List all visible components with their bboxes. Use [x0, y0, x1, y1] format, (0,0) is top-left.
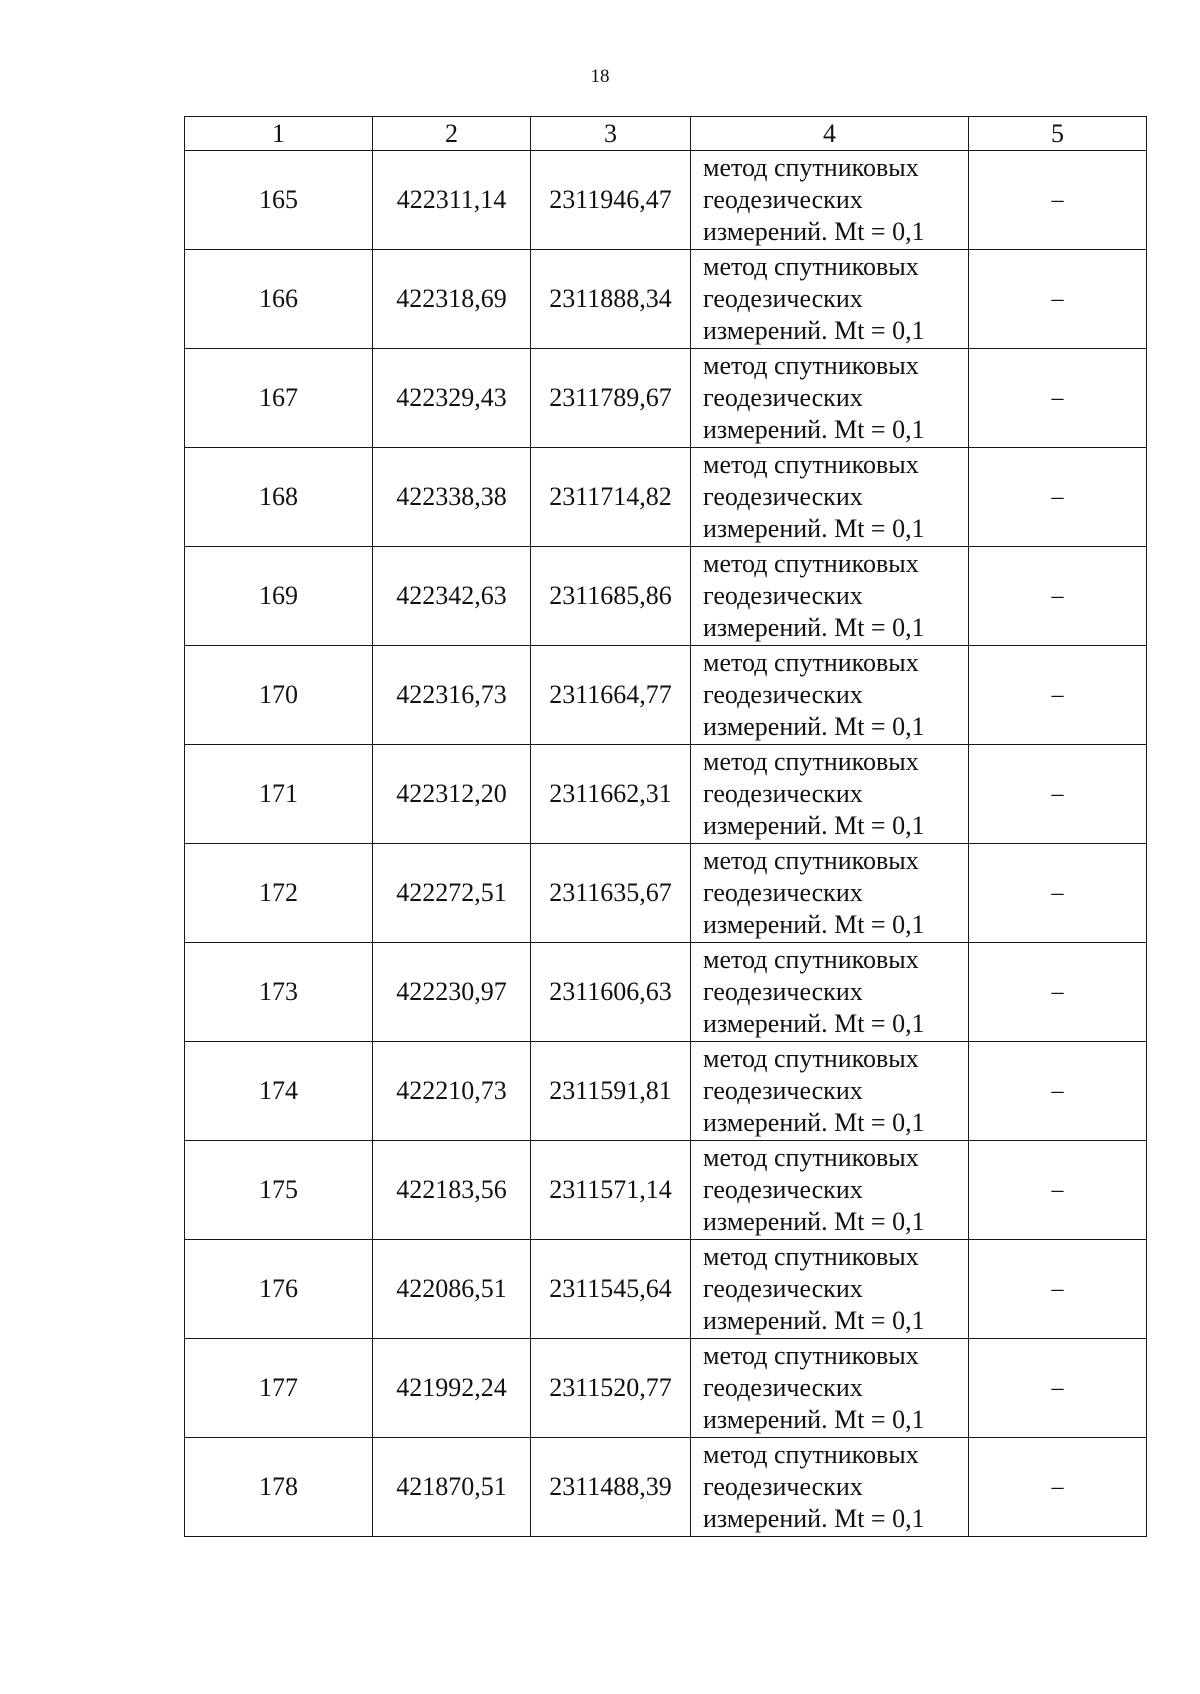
point-number-cell: 178	[185, 1438, 373, 1537]
method-line-2: геодезических	[703, 977, 863, 1006]
method-line-2: геодезических	[703, 680, 863, 709]
method-cell	[691, 151, 969, 250]
method-line-3: измерений. Mt = 0,1	[703, 1207, 925, 1236]
point-number-cell: 174	[185, 1042, 373, 1141]
point-number-cell: 175	[185, 1141, 373, 1240]
method-cell	[691, 1240, 969, 1339]
method-cell	[691, 349, 969, 448]
method-line-3: измерений. Mt = 0,1	[703, 514, 925, 543]
coordinate-x-cell: 422311,14	[373, 151, 531, 250]
point-number-cell: 171	[185, 745, 373, 844]
coordinate-y-cell: 2311685,86	[531, 547, 691, 646]
table-row	[185, 547, 1147, 646]
point-number-cell: 172	[185, 844, 373, 943]
point-number-cell: 169	[185, 547, 373, 646]
method-line-1: метод спутниковых	[703, 1341, 919, 1370]
coordinate-y-cell: 2311571,14	[531, 1141, 691, 1240]
column-5-cell: –	[969, 151, 1147, 250]
column-5-cell: –	[969, 844, 1147, 943]
method-cell	[691, 1141, 969, 1240]
column-5-cell: –	[969, 250, 1147, 349]
table-row	[185, 250, 1147, 349]
coordinate-y-cell: 2311635,67	[531, 844, 691, 943]
coordinate-y-cell: 2311520,77	[531, 1339, 691, 1438]
method-line-2: геодезических	[703, 581, 863, 610]
method-cell	[691, 745, 969, 844]
table-row	[185, 943, 1147, 1042]
page-number: 18	[590, 66, 610, 87]
method-line-1: метод спутниковых	[703, 351, 919, 380]
coordinate-x-cell: 422316,73	[373, 646, 531, 745]
header-col-2: 2	[373, 117, 531, 151]
method-cell	[691, 448, 969, 547]
method-line-1: метод спутниковых	[703, 450, 919, 479]
column-5-cell: –	[969, 349, 1147, 448]
method-line-1: метод спутниковых	[703, 153, 919, 182]
method-line-2: геодезических	[703, 779, 863, 808]
point-number-cell: 173	[185, 943, 373, 1042]
coordinate-x-cell: 422312,20	[373, 745, 531, 844]
method-line-1: метод спутниковых	[703, 945, 919, 974]
method-cell	[691, 646, 969, 745]
coordinate-x-cell: 422183,56	[373, 1141, 531, 1240]
table-row	[185, 1339, 1147, 1438]
method-line-2: геодезических	[703, 185, 863, 214]
coordinate-x-cell: 422230,97	[373, 943, 531, 1042]
method-line-2: геодезических	[703, 1274, 863, 1303]
method-cell	[691, 1042, 969, 1141]
method-line-1: метод спутниковых	[703, 1143, 919, 1172]
column-5-cell: –	[969, 448, 1147, 547]
table-row	[185, 448, 1147, 547]
coordinate-y-cell: 2311545,64	[531, 1240, 691, 1339]
method-line-3: измерений. Mt = 0,1	[703, 415, 925, 444]
method-cell	[691, 547, 969, 646]
point-number-cell: 165	[185, 151, 373, 250]
table-row	[185, 1042, 1147, 1141]
method-line-3: измерений. Mt = 0,1	[703, 910, 925, 939]
method-line-3: измерений. Mt = 0,1	[703, 613, 925, 642]
method-line-2: геодезических	[703, 383, 863, 412]
table-row	[185, 1438, 1147, 1537]
method-line-1: метод спутниковых	[703, 846, 919, 875]
coordinate-y-cell: 2311662,31	[531, 745, 691, 844]
point-number-cell: 166	[185, 250, 373, 349]
method-cell	[691, 1339, 969, 1438]
table-row	[185, 151, 1147, 250]
method-line-1: метод спутниковых	[703, 549, 919, 578]
table-row	[185, 745, 1147, 844]
column-5-cell: –	[969, 1141, 1147, 1240]
method-line-1: метод спутниковых	[703, 1440, 919, 1469]
coordinate-y-cell: 2311946,47	[531, 151, 691, 250]
coordinate-y-cell: 2311714,82	[531, 448, 691, 547]
method-cell	[691, 943, 969, 1042]
table-row	[185, 1240, 1147, 1339]
method-line-3: измерений. Mt = 0,1	[703, 1405, 925, 1434]
coordinate-x-cell: 422338,38	[373, 448, 531, 547]
method-line-2: геодезических	[703, 1076, 863, 1105]
header-col-5: 5	[969, 117, 1147, 151]
table-row	[185, 349, 1147, 448]
coordinate-x-cell: 421870,51	[373, 1438, 531, 1537]
method-cell	[691, 250, 969, 349]
method-line-3: измерений. Mt = 0,1	[703, 316, 925, 345]
coordinate-x-cell: 421992,24	[373, 1339, 531, 1438]
column-5-cell: –	[969, 547, 1147, 646]
method-line-1: метод спутниковых	[703, 1044, 919, 1073]
header-col-4: 4	[691, 117, 969, 151]
column-5-cell: –	[969, 1339, 1147, 1438]
column-5-cell: –	[969, 745, 1147, 844]
method-line-1: метод спутниковых	[703, 648, 919, 677]
method-line-1: метод спутниковых	[703, 1242, 919, 1271]
coordinates-table	[184, 116, 1147, 1537]
column-5-cell: –	[969, 1240, 1147, 1339]
coordinate-y-cell: 2311606,63	[531, 943, 691, 1042]
method-line-2: геодезических	[703, 284, 863, 313]
coordinate-y-cell: 2311488,39	[531, 1438, 691, 1537]
coordinate-x-cell: 422210,73	[373, 1042, 531, 1141]
column-5-cell: –	[969, 943, 1147, 1042]
coordinate-y-cell: 2311888,34	[531, 250, 691, 349]
method-line-2: геодезических	[703, 1472, 863, 1501]
coordinate-x-cell: 422086,51	[373, 1240, 531, 1339]
coordinate-x-cell: 422318,69	[373, 250, 531, 349]
method-line-1: метод спутниковых	[703, 252, 919, 281]
table-body	[185, 151, 1147, 1537]
table-row	[185, 646, 1147, 745]
coordinate-x-cell: 422272,51	[373, 844, 531, 943]
method-line-2: геодезических	[703, 878, 863, 907]
method-line-3: измерений. Mt = 0,1	[703, 1009, 925, 1038]
point-number-cell: 170	[185, 646, 373, 745]
column-5-cell: –	[969, 646, 1147, 745]
coordinate-x-cell: 422342,63	[373, 547, 531, 646]
method-line-3: измерений. Mt = 0,1	[703, 811, 925, 840]
header-col-3: 3	[531, 117, 691, 151]
column-5-cell: –	[969, 1042, 1147, 1141]
method-cell	[691, 1438, 969, 1537]
coordinate-x-cell: 422329,43	[373, 349, 531, 448]
point-number-cell: 176	[185, 1240, 373, 1339]
coordinate-y-cell: 2311591,81	[531, 1042, 691, 1141]
method-line-3: измерений. Mt = 0,1	[703, 1108, 925, 1137]
point-number-cell: 167	[185, 349, 373, 448]
method-line-2: геодезических	[703, 482, 863, 511]
coordinate-y-cell: 2311789,67	[531, 349, 691, 448]
method-line-3: измерений. Mt = 0,1	[703, 217, 925, 246]
table-header-row	[185, 117, 1147, 151]
method-line-2: геодезических	[703, 1175, 863, 1204]
point-number-cell: 177	[185, 1339, 373, 1438]
method-line-3: измерений. Mt = 0,1	[703, 1306, 925, 1335]
table-row	[185, 1141, 1147, 1240]
method-cell	[691, 844, 969, 943]
method-line-1: метод спутниковых	[703, 747, 919, 776]
point-number-cell: 168	[185, 448, 373, 547]
method-line-2: геодезических	[703, 1373, 863, 1402]
method-line-3: измерений. Mt = 0,1	[703, 712, 925, 741]
column-5-cell: –	[969, 1438, 1147, 1537]
header-col-1: 1	[185, 117, 373, 151]
table-row	[185, 844, 1147, 943]
method-line-3: измерений. Mt = 0,1	[703, 1504, 925, 1533]
coordinate-y-cell: 2311664,77	[531, 646, 691, 745]
